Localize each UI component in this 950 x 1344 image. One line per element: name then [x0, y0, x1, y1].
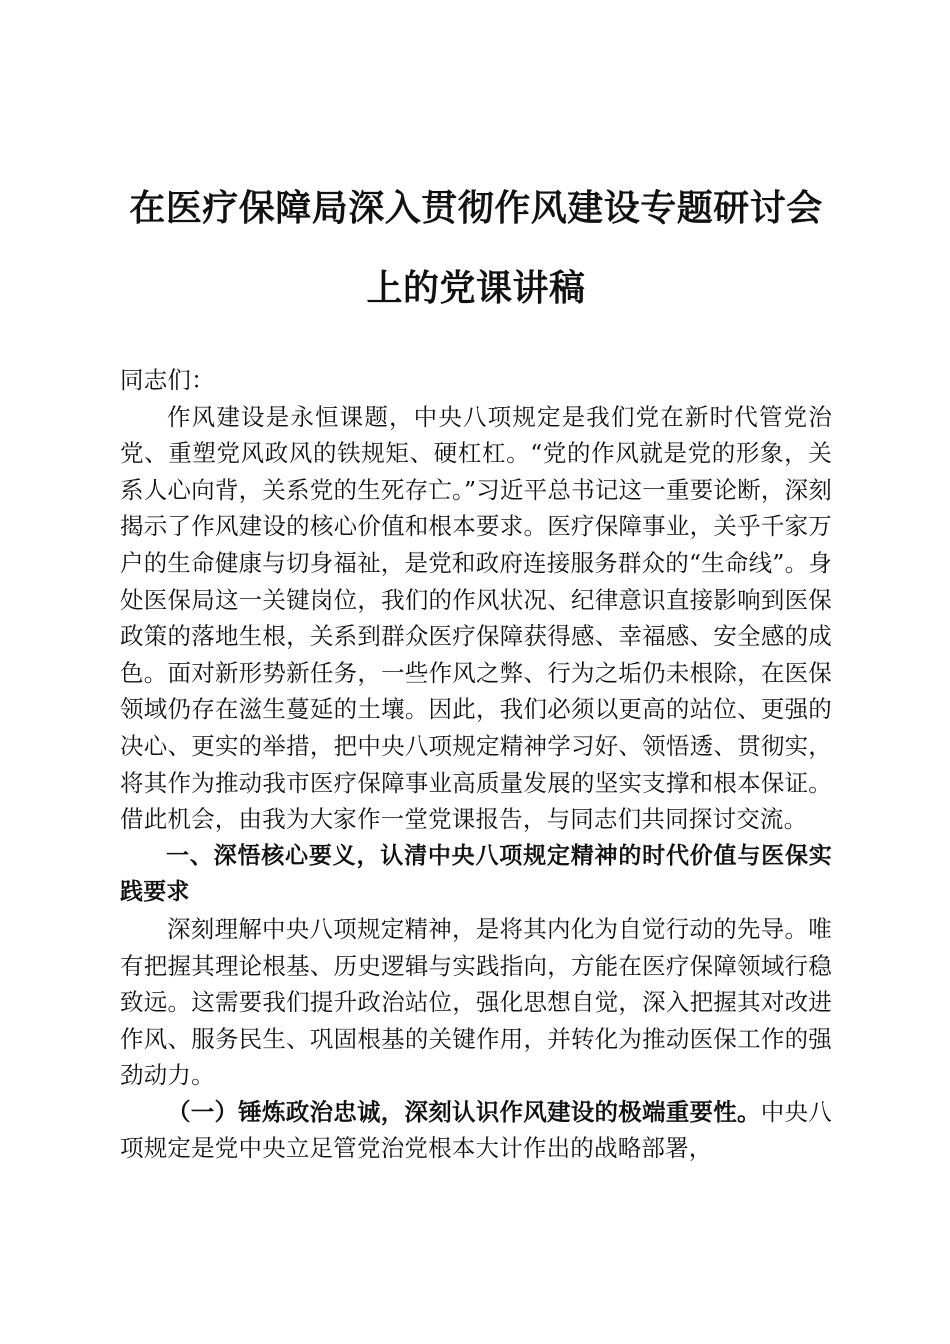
subsection-1-text: 中央八项规定是党中央立足管党治党根本大计作出的战略部署，: [120, 1097, 832, 1163]
intro-paragraph: 作风建设是永恒课题，中央八项规定是我们党在新时代管党治党、重塑党风政风的铁规矩、硬杠杠。“党的作风就是党的形象，关系人心向背，关系党的生死存亡。”习近平总书记这一重要论断，深刻揭示了作风建设的核心价值和根本要求。医疗保障事业，关乎千家万户的生命健康与切身福祉，是党和政府连接服务群众的“生命线”。身处医保局这一关键岗位，我们的作风状况、纪律意识直接影响到医保政策的落地生根，关系到群众医疗保障获得感、幸福感、安全感的成色。面对新形势新任务，一些作风之弊、行为之垢仍未根除，在医保领域仍存在滋生蔓延的土壤。因此，我们必须以更高的站位、更强的决心、更实的举措，把中央八项规定精神学习好、领悟透、贯彻实，将其作为推动我市医疗保障事业高质量发展的坚实支撑和根本保证。借此机会，由我为大家作一堂党课报告，与同志们共同探讨交流。: [120, 402, 832, 834]
subsection-heading-1: （一）锤炼政治忠诚，深刻认识作风建设的极端重要性。: [167, 1097, 761, 1126]
document-page: [120, 0, 832, 1344]
section-1-paragraph: 深刻理解中央八项规定精神，是将其内化为自觉行动的先导。唯有把握其理论根基、历史逻辑与实践指向，方能在医疗保障领域行稳致远。这需要我们提升政治站位，强化思想自觉，深入把握其对改进作风、服务民生、巩固根基的关键作用，并转化为推动医保工作的强劲动力。: [120, 914, 832, 1090]
section-heading-1: 一、深悟核心要义，认清中央八项规定精神的时代价值与医保实践要求: [120, 842, 832, 906]
document-body: [120, 362, 832, 1167]
subsection-1: [120, 1094, 832, 1167]
document-title: 在医疗保障局深入贯彻作风建设专题研讨会上的党课讲稿: [129, 187, 823, 309]
greeting: 同志们：: [120, 366, 215, 394]
